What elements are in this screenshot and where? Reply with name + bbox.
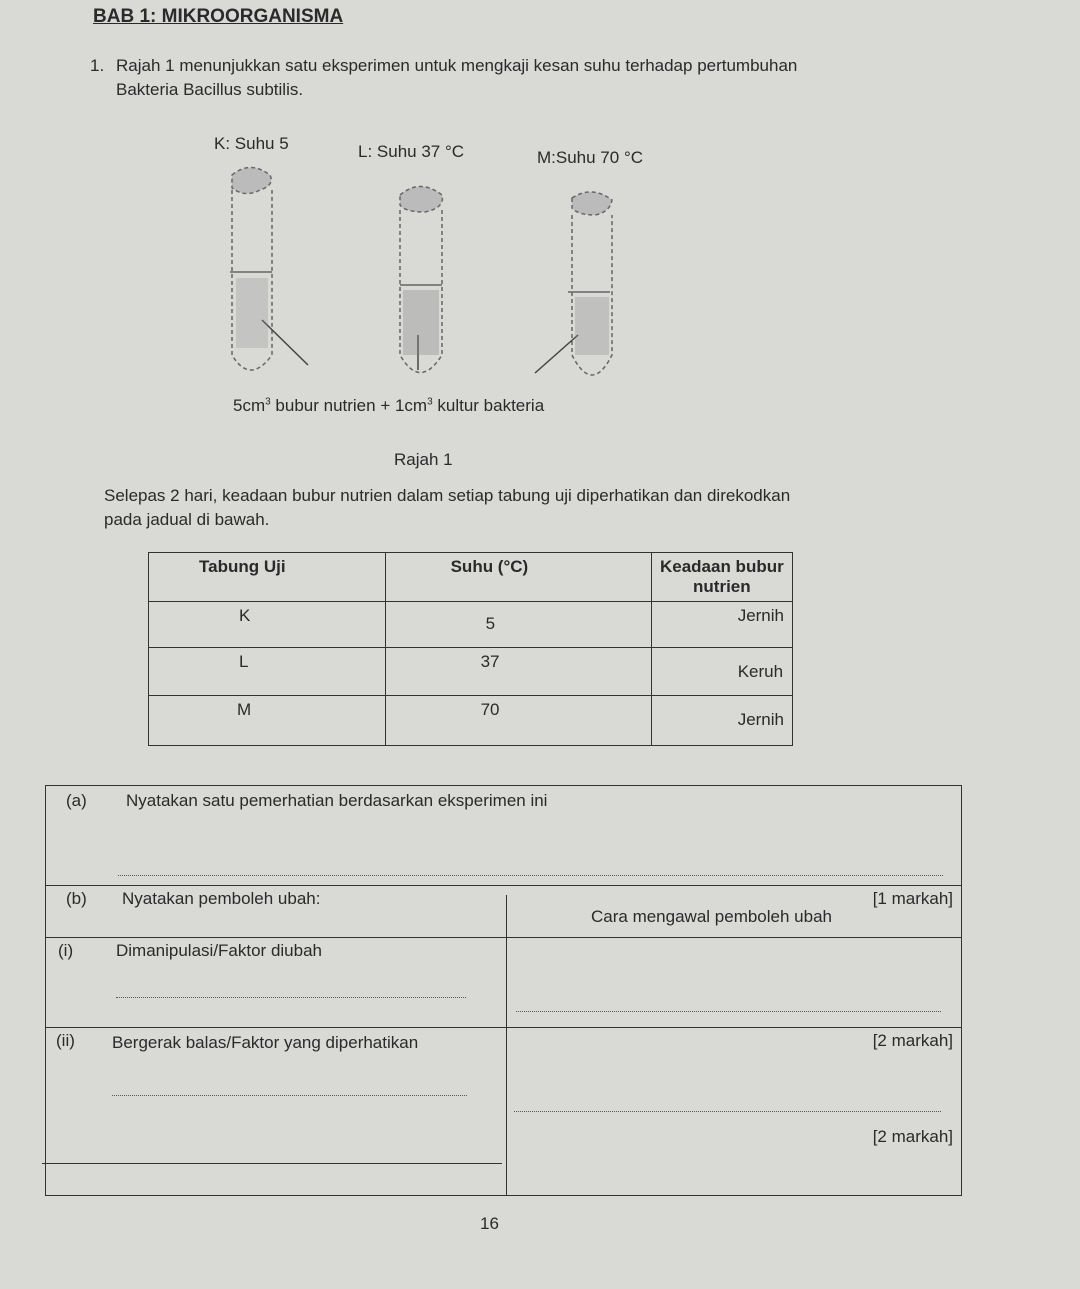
part-ii-label: (ii) <box>56 1031 75 1050</box>
part-b-text: Nyatakan pemboleh ubah: <box>122 889 321 908</box>
answer-line-i-left[interactable] <box>116 997 466 998</box>
table-row <box>149 696 793 746</box>
superscript: 3 <box>265 396 271 408</box>
part-a-marks: [1 markah] <box>872 889 953 908</box>
caption-text: 5cm <box>233 396 266 415</box>
cell: 5 <box>385 602 651 648</box>
table-header-row <box>149 553 793 602</box>
tube-label-k: K: Suhu 5 <box>214 134 289 153</box>
caption-text: bubur nutrien + 1cm <box>270 396 428 415</box>
table-row <box>149 648 793 696</box>
question-intro-2: Bakteria Bacillus subtilis. <box>116 80 304 99</box>
page-number: 16 <box>480 1214 499 1233</box>
results-table <box>148 552 793 746</box>
cell: Jernih <box>651 696 792 746</box>
cell: Jernih <box>651 602 792 648</box>
part-ii-text: Bergerak balas/Faktor yang diperhatikan <box>112 1033 419 1052</box>
part-ii-marks: [2 markah] <box>872 1127 953 1146</box>
diagram-caption <box>233 396 544 416</box>
after-text: Selepas 2 hari, keadaan bubur nutrien dalam setiap tabung uji diperhatikan dan direkodkan <box>104 486 791 505</box>
cell: K <box>149 602 386 648</box>
part-i-marks: [2 markah] <box>872 1031 953 1050</box>
cell: L <box>149 648 386 696</box>
answer-table <box>45 785 962 1196</box>
part-a-label: (a) <box>66 791 87 810</box>
cell: M <box>149 696 386 746</box>
test-tubes-illustration <box>200 160 680 380</box>
question-number: 1. <box>90 56 105 75</box>
header-cell: Suhu (°C) <box>385 553 651 602</box>
cell: Keruh <box>651 648 792 696</box>
tube-label-l: L: Suhu 37 °C <box>358 142 465 161</box>
diagram-title: Rajah 1 <box>394 450 453 469</box>
part-i-text: Dimanipulasi/Faktor diubah <box>116 941 322 960</box>
header-cell: Keadaan bubur nutrien <box>651 553 792 602</box>
chapter-title: BAB 1: MIKROORGANISMA <box>93 6 344 27</box>
cell: 37 <box>385 648 651 696</box>
answer-line-ii-left[interactable] <box>112 1095 467 1096</box>
answer-line-a[interactable] <box>118 875 943 876</box>
table-row <box>149 602 793 648</box>
part-b-column-header: Cara mengawal pemboleh ubah <box>591 907 832 926</box>
after-text-2: pada jadual di bawah. <box>104 510 270 529</box>
cell: 70 <box>385 696 651 746</box>
part-a-text: Nyatakan satu pemerhatian berdasarkan eksperimen ini <box>126 791 548 810</box>
superscript: 3 <box>427 396 433 408</box>
answer-line-ii-right[interactable] <box>514 1111 941 1112</box>
answer-line-i-right[interactable] <box>516 1011 941 1012</box>
part-b-label: (b) <box>66 889 87 908</box>
question-intro: Rajah 1 menunjukkan satu eksperimen untuk mengkaji kesan suhu terhadap pertumbuhan <box>116 56 798 75</box>
header-cell: Tabung Uji <box>149 553 386 602</box>
tube-label-m: M:Suhu 70 °C <box>537 148 644 167</box>
part-i-label: (i) <box>58 941 74 960</box>
caption-text: kultur bakteria <box>432 396 545 415</box>
